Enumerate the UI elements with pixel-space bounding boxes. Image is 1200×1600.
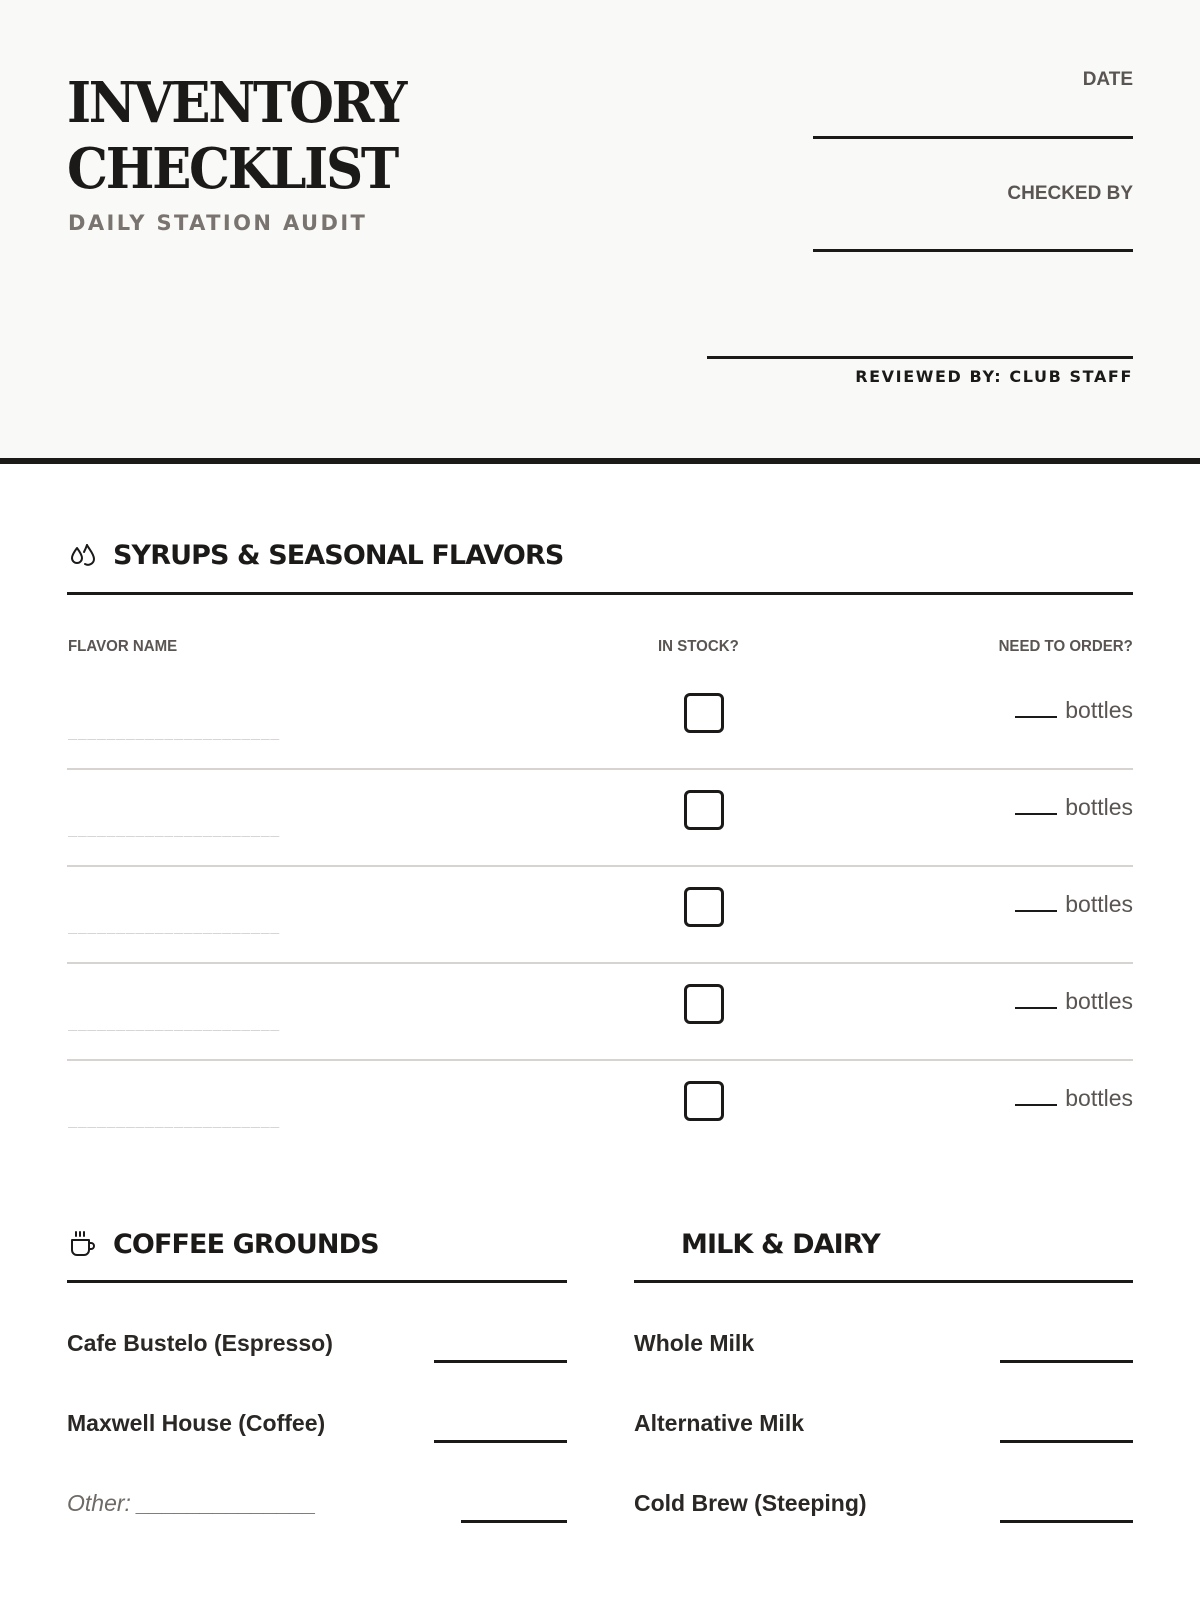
syrups-section-heading — [67, 535, 563, 575]
order-quantity-field[interactable] — [1015, 987, 1057, 1009]
in-stock-checkbox[interactable] — [684, 984, 724, 1024]
row-divider — [67, 962, 1133, 964]
dairy-section-title: MILK & DAIRY — [681, 1228, 880, 1260]
flavor-name-field[interactable]: ______________________ — [68, 819, 280, 837]
droplets-icon — [67, 539, 99, 571]
syrup-row — [67, 771, 1133, 867]
header-divider — [0, 458, 1200, 464]
coffee-item-cafe-bustelo: Cafe Bustelo (Espresso) — [67, 1330, 333, 1356]
coffee-item-other-field[interactable] — [461, 1520, 567, 1523]
order-quantity — [1015, 696, 1133, 724]
order-quantity — [1015, 987, 1133, 1015]
dairy-item-whole-milk-field[interactable] — [1000, 1360, 1133, 1363]
order-unit: bottles — [1065, 794, 1133, 820]
header-panel — [0, 0, 1200, 458]
syrup-row — [67, 674, 1133, 770]
coffee-item-maxwell-house: Maxwell House (Coffee) — [67, 1410, 326, 1436]
order-unit: bottles — [1065, 1085, 1133, 1111]
order-quantity-field[interactable] — [1015, 793, 1057, 815]
in-stock-checkbox[interactable] — [684, 693, 724, 733]
title-line-1: INVENTORY — [67, 70, 406, 136]
row-divider — [67, 865, 1133, 867]
order-quantity — [1015, 1084, 1133, 1112]
coffee-item-other[interactable]: Other: ______________ — [67, 1490, 317, 1516]
dairy-item-cold-brew-field[interactable] — [1000, 1520, 1133, 1523]
row-divider — [67, 1059, 1133, 1061]
dairy-item-whole-milk: Whole Milk — [634, 1330, 755, 1356]
coffee-section-title: COFFEE GROUNDS — [113, 1228, 379, 1260]
coffee-section-rule — [67, 1280, 567, 1283]
in-stock-checkbox[interactable] — [684, 887, 724, 927]
date-label: DATE — [1082, 69, 1133, 90]
order-quantity-field[interactable] — [1015, 1084, 1057, 1106]
order-unit: bottles — [1065, 891, 1133, 917]
in-stock-checkbox[interactable] — [684, 790, 724, 830]
title-line-2: CHECKLIST — [67, 136, 397, 202]
coffee-section-heading — [67, 1224, 379, 1264]
syrups-section-rule — [67, 592, 1133, 595]
flavor-name-field[interactable]: ______________________ — [68, 1013, 280, 1031]
dairy-item-cold-brew: Cold Brew (Steeping) — [634, 1490, 867, 1516]
syrup-row — [67, 1062, 1133, 1158]
dairy-section-heading — [681, 1224, 880, 1264]
checked-by-field[interactable] — [813, 249, 1133, 252]
checked-by-label: CHECKED BY — [1007, 183, 1133, 204]
page-title — [67, 70, 405, 202]
order-unit: bottles — [1065, 988, 1133, 1014]
order-quantity-field[interactable] — [1015, 696, 1057, 718]
order-quantity-field[interactable] — [1015, 890, 1057, 912]
date-field[interactable] — [813, 136, 1133, 139]
syrup-row — [67, 868, 1133, 964]
column-header-flavor-name: FLAVOR NAME — [68, 638, 178, 655]
syrup-row — [67, 965, 1133, 1061]
reviewed-signature-line[interactable] — [707, 356, 1133, 359]
coffee-cup-icon — [67, 1228, 99, 1260]
in-stock-checkbox[interactable] — [684, 1081, 724, 1121]
column-header-in-stock: IN STOCK? — [658, 638, 739, 655]
flavor-name-field[interactable]: ______________________ — [68, 722, 280, 740]
dairy-section-rule — [634, 1280, 1133, 1283]
column-header-need-to-order: NEED TO ORDER? — [998, 638, 1133, 655]
coffee-item-maxwell-house-field[interactable] — [434, 1440, 567, 1443]
order-quantity — [1015, 793, 1133, 821]
row-divider — [67, 768, 1133, 770]
coffee-item-cafe-bustelo-field[interactable] — [434, 1360, 567, 1363]
dairy-item-alternative-milk-field[interactable] — [1000, 1440, 1133, 1443]
dairy-item-alternative-milk: Alternative Milk — [634, 1410, 804, 1436]
order-unit: bottles — [1065, 697, 1133, 723]
reviewed-by-label: REVIEWED BY: CLUB STAFF — [855, 367, 1133, 386]
syrups-section-title: SYRUPS & SEASONAL FLAVORS — [113, 539, 564, 571]
flavor-name-field[interactable]: ______________________ — [68, 916, 280, 934]
page-subtitle: DAILY STATION AUDIT — [68, 211, 368, 235]
order-quantity — [1015, 890, 1133, 918]
flavor-name-field[interactable]: ______________________ — [68, 1110, 280, 1128]
